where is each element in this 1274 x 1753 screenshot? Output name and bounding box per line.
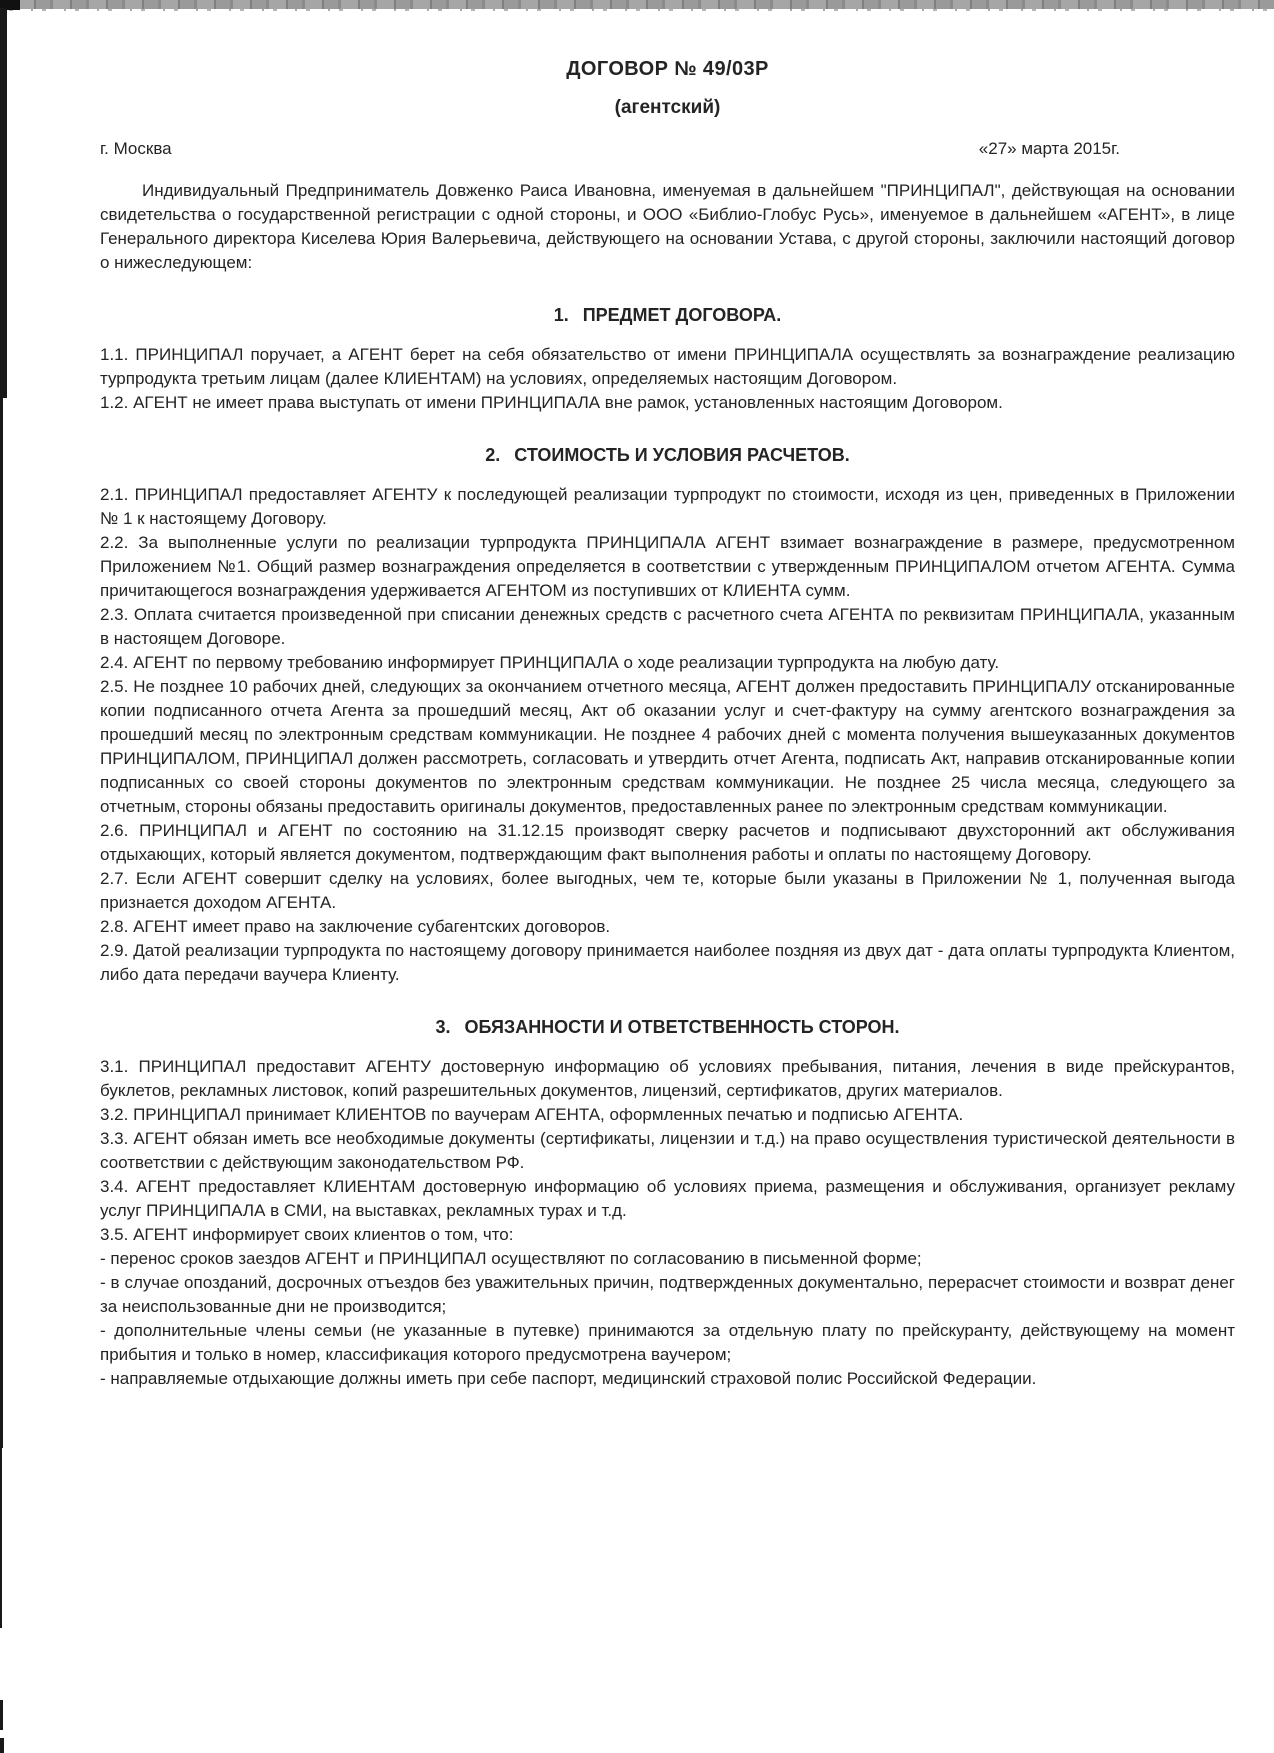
contract-preamble: Индивидуальный Предприниматель Довженко Раиса Ивановна, именуемая в дальнейшем "ПРИНЦИПАЛ", действующая на основании свидетельства о государственной регистрации с одной стороны, и ООО «Библио-Глобус Русь», именуемое в дальнейшем «АГЕНТ», в лице Генерального директора Киселева Юрия Валерьевича, действующего на основании Устава, с другой стороны, заключили настоящий договор о нижеследующем:: [100, 181, 1235, 272]
section-number: 1.: [553, 305, 569, 325]
scan-edge-artifact-left: [0, 1700, 3, 1730]
document-subtitle: (агентский): [614, 97, 721, 118]
document-date: «27» марта 2015г.: [978, 139, 1120, 158]
section-body: [100, 343, 1235, 415]
contract-paragraph: 3.5. АГЕНТ информирует своих клиентов о том, что:: [100, 1225, 514, 1244]
contract-paragraph: - в случае опозданий, досрочных отъездов без уважительных причин, подтвержденных документально, перерасчет стоимости и возврат денег за неиспользованные дни не производится;: [100, 1273, 1235, 1316]
contract-section: [100, 1017, 1235, 1391]
place-date-row: [100, 139, 1235, 159]
section-number: 2.: [485, 445, 501, 465]
scan-edge-artifact-left: [0, 1738, 4, 1753]
contract-paragraph: 3.1. ПРИНЦИПАЛ предоставит АГЕНТУ достоверную информацию об условиях пребывания, питания, лечения в виде прейскурантов, буклетов, рекламных листовок, копий разрешительных документов, лицензий, сертификатов, других материалов.: [100, 1057, 1235, 1100]
contract-paragraph: - направляемые отдыхающие должны иметь при себе паспорт, медицинский страховой полис Российской Федерации.: [100, 1369, 1037, 1388]
contract-paragraph: - перенос сроков заездов АГЕНТ и ПРИНЦИПАЛ осуществляют по согласованию в письменной форме;: [100, 1249, 922, 1268]
contract-paragraph: 2.4. АГЕНТ по первому требованию информирует ПРИНЦИПАЛА о ходе реализации турпродукта на любую дату.: [100, 653, 1000, 672]
document-city: г. Москва: [100, 139, 172, 158]
section-body: [100, 1055, 1235, 1391]
section-heading: [100, 1017, 1235, 1038]
contract-paragraph: 2.2. За выполненные услуги по реализации турпродукта ПРИНЦИПАЛА АГЕНТ взимает вознаграждение в размере, предусмотренном Приложением №1. Общий размер вознаграждения определяется в соответствии с утвержденным ПРИНЦИПАЛОМ отчетом АГЕНТА. Сумма причитающегося вознаграждения удерживается АГЕНТОМ из поступивших от КЛИЕНТА сумм.: [100, 533, 1235, 600]
contract-paragraph: 3.3. АГЕНТ обязан иметь все необходимые документы (сертификаты, лицензии и т.д.) на право осуществления туристической деятельности в соответствии с действующим законодательством РФ.: [100, 1129, 1235, 1172]
contract-paragraph: 2.9. Датой реализации турпродукта по настоящему договору принимается наиболее поздняя из двух дат - дата оплаты турпродукта Клиентом, либо дата передачи ваучера Клиенту.: [100, 941, 1235, 984]
section-title: СТОИМОСТЬ И УСЛОВИЯ РАСЧЕТОВ.: [514, 445, 850, 465]
document-title: ДОГОВОР № 49/03Р: [566, 58, 769, 80]
contract-paragraph: - дополнительные члены семьи (не указанные в путевке) принимаются за отдельную плату по прейскуранту, действующему на момент прибытия и только в номер, классификация которого предусмотрена ваучером;: [100, 1321, 1235, 1364]
contract-paragraph: 2.5. Не позднее 10 рабочих дней, следующих за окончанием отчетного месяца, АГЕНТ должен предоставить ПРИНЦИПАЛУ отсканированные копии подписанного отчета Агента за прошедший месяц, Акт об оказании услуг и счет-фактуру на сумму агентского вознаграждения за прошедший месяц по электронным средствам коммуникации. Не позднее 4 рабочих дней с момента получения вышеуказанных документов ПРИНЦИПАЛОМ, ПРИНЦИПАЛ должен рассмотреть, согласовать и утвердить отчет Агента, подписать Акт, направив отсканированные копии подписанных со своей стороны документов по электронным средствам коммуникации. Не позднее 25 числа месяца, следующего за отчетным, стороны обязаны предоставить оригиналы документов, предоставленных ранее по электронным средствам коммуникации.: [100, 677, 1235, 816]
contract-paragraph: 2.6. ПРИНЦИПАЛ и АГЕНТ по состоянию на 31.12.15 производят сверку расчетов и подписывают двухсторонний акт обслуживания отдыхающих, который является документом, подтверждающим факт выполнения работы и оплаты по настоящему Договору.: [100, 821, 1235, 864]
contract-paragraph: 2.1. ПРИНЦИПАЛ предоставляет АГЕНТУ к последующей реализации турпродукт по стоимости, исходя из цен, приведенных в Приложении № 1 к настоящему Договору.: [100, 485, 1235, 528]
scan-edge-artifact-left: [0, 1448, 2, 1628]
contract-section: [100, 445, 1235, 987]
section-heading: [100, 305, 1235, 326]
contract-paragraph: 3.4. АГЕНТ предоставляет КЛИЕНТАМ достоверную информацию об условиях приема, размещения и обслуживания, организует рекламу услуг ПРИНЦИПАЛА в СМИ, на выставках, рекламных турах и т.д.: [100, 1177, 1235, 1220]
section-body: [100, 483, 1235, 987]
contract-paragraph: 2.8. АГЕНТ имеет право на заключение субагентских договоров.: [100, 917, 611, 936]
contract-section: [100, 305, 1235, 415]
section-title: ПРЕДМЕТ ДОГОВОРА.: [582, 305, 782, 325]
section-number: 3.: [435, 1017, 451, 1037]
contract-paragraph: 2.7. Если АГЕНТ совершит сделку на условиях, более выгодных, чем те, которые были указаны в Приложении № 1, полученная выгода признается доходом АГЕНТА.: [100, 869, 1235, 912]
contract-paragraph: 3.2. ПРИНЦИПАЛ принимает КЛИЕНТОВ по ваучерам АГЕНТА, оформленных печатью и подписью АГЕНТА.: [100, 1105, 964, 1124]
contract-paragraph: 1.2. АГЕНТ не имеет права выступать от имени ПРИНЦИПАЛА вне рамок, установленных настоящим Договором.: [100, 393, 1003, 412]
contract-sections: [100, 305, 1235, 1391]
contract-paragraph: 2.3. Оплата считается произведенной при списании денежных средств с расчетного счета АГЕНТА по реквизитам ПРИНЦИПАЛА, указанным в настоящем Договоре.: [100, 605, 1235, 648]
contract-paragraph: 1.1. ПРИНЦИПАЛ поручает, а АГЕНТ берет на себя обязательство от имени ПРИНЦИПАЛА осуществлять за вознаграждение реализацию турпродукта третьим лицам (далее КЛИЕНТАМ) на условиях, определяемых настоящим Договором.: [100, 345, 1235, 388]
section-heading: [100, 445, 1235, 466]
section-title: ОБЯЗАННОСТИ И ОТВЕТСТВЕННОСТЬ СТОРОН.: [464, 1017, 900, 1037]
